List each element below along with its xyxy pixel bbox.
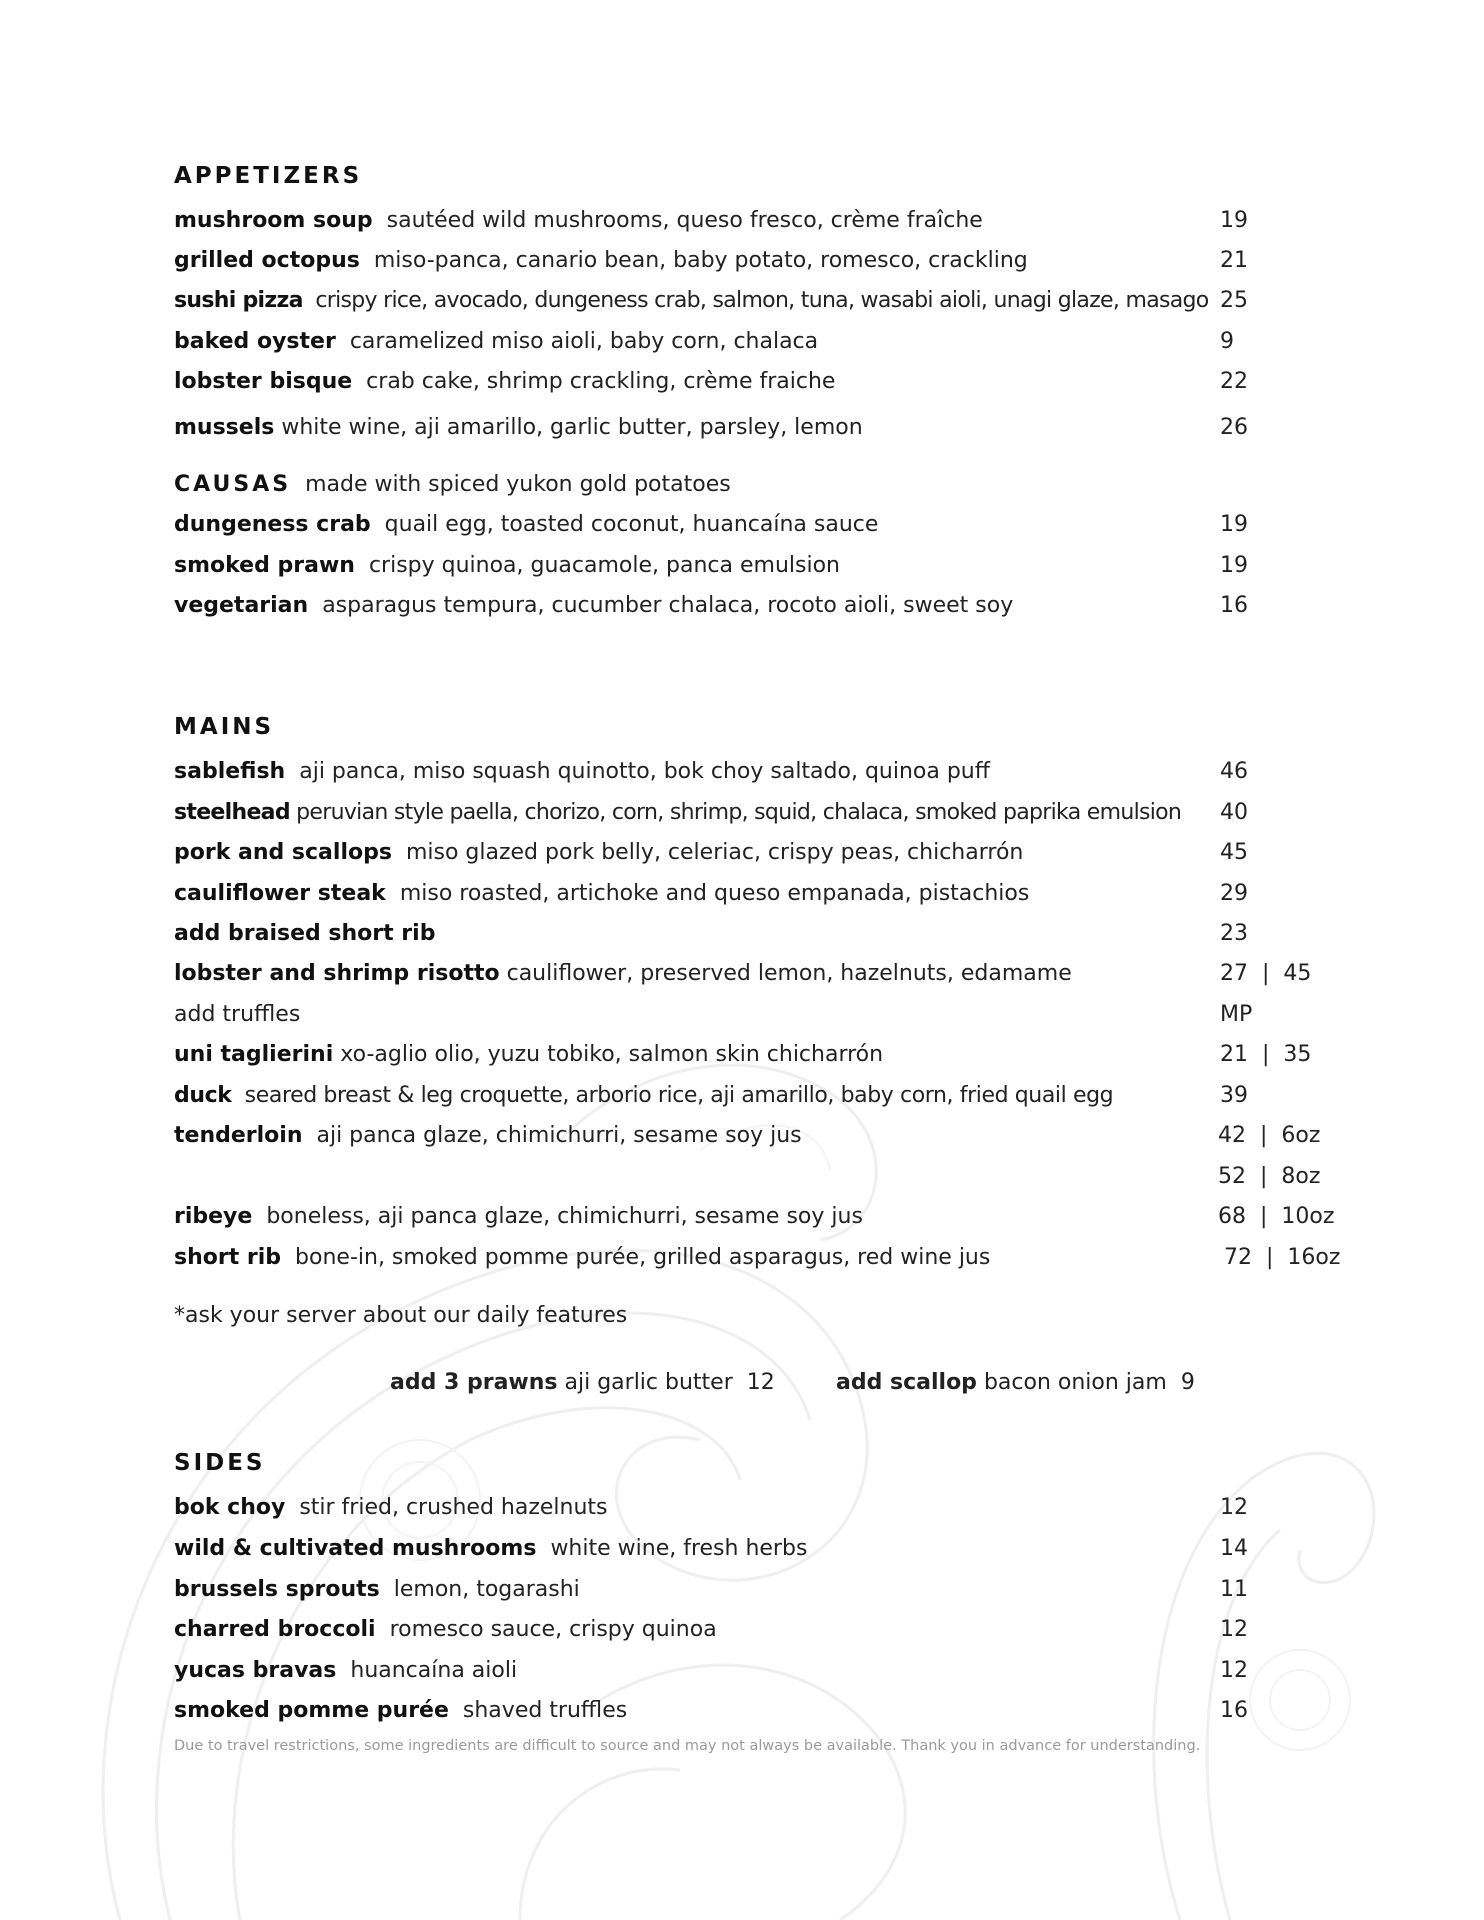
item-description: shaved truffles — [462, 1698, 628, 1723]
item-name: sablefish — [174, 759, 286, 784]
item-description: bone-in, smoked pomme purée, grilled asparagus, red wine jus — [295, 1245, 991, 1270]
menu-item — [0, 1493, 1484, 1523]
menu-item — [0, 1121, 1484, 1151]
menu-item — [0, 1696, 1484, 1726]
item-description: boneless, aji panca glaze, chimichurri, sesame soy jus — [266, 1204, 863, 1229]
item-name: steelhead — [174, 800, 290, 825]
menu-item — [0, 1202, 1484, 1232]
item-description: crab cake, shrimp crackling, crème fraiche — [366, 369, 836, 394]
item-price: 23 — [1220, 921, 1248, 946]
addon-description: aji garlic butter — [564, 1370, 733, 1395]
item-description: peruvian style paella, chorizo, corn, shrimp, squid, chalaca, smoked paprika emulsion — [296, 800, 1182, 825]
item-price: 21 | 35 — [1220, 1042, 1312, 1067]
item-name: duck — [174, 1083, 232, 1108]
item-name: sushi pizza — [174, 288, 303, 313]
item-name: ribeye — [174, 1204, 253, 1229]
addon-name: add scallop — [836, 1370, 977, 1395]
item-name: grilled octopus — [174, 248, 360, 273]
item-name: charred broccoli — [174, 1617, 376, 1642]
item-price: 19 — [1220, 553, 1248, 578]
menu-item — [0, 1000, 1484, 1030]
item-price: 25 — [1220, 288, 1248, 313]
item-name: bok choy — [174, 1495, 286, 1520]
item-price: 14 — [1220, 1536, 1248, 1561]
item-price: 26 — [1220, 415, 1248, 440]
menu-item — [0, 879, 1484, 909]
menu-item — [0, 367, 1484, 397]
item-name: vegetarian — [174, 593, 309, 618]
item-description: miso glazed pork belly, celeriac, crispy peas, chicharrón — [405, 840, 1024, 865]
appetizers-heading: APPETIZERS — [174, 163, 363, 189]
item-name: uni taglierini — [174, 1042, 334, 1067]
item-price: 39 — [1220, 1083, 1248, 1108]
availability-footnote: Due to travel restrictions, some ingredients are difficult to source and may not always be available. Thank you in advance for understanding. — [174, 1738, 1201, 1754]
item-description: huancaína aioli — [350, 1658, 518, 1683]
item-name: add braised short rib — [174, 921, 436, 946]
menu-item — [0, 919, 1484, 949]
item-name: pork and scallops — [174, 840, 392, 865]
menu-item — [0, 838, 1484, 868]
item-description: cauliflower, preserved lemon, hazelnuts, edamame — [506, 961, 1072, 986]
item-name: short rib — [174, 1245, 282, 1270]
item-description: caramelized miso aioli, baby corn, chalaca — [349, 329, 819, 354]
item-description: stir fried, crushed hazelnuts — [299, 1495, 608, 1520]
menu-item — [0, 591, 1484, 621]
item-price: 29 — [1220, 881, 1248, 906]
item-description: white wine, fresh herbs — [550, 1536, 808, 1561]
item-price: 21 — [1220, 248, 1248, 273]
menu-item — [0, 327, 1484, 357]
item-name: dungeness crab — [174, 512, 371, 537]
item-price: 42 | 6oz — [1218, 1123, 1321, 1148]
item-description: xo-aglio olio, yuzu tobiko, salmon skin chicharrón — [340, 1042, 884, 1067]
item-name: smoked pomme purée — [174, 1698, 449, 1723]
item-price: 9 — [1220, 329, 1234, 354]
addon-price: 12 — [746, 1370, 775, 1395]
menu-item — [0, 510, 1484, 540]
menu-item — [0, 286, 1484, 316]
item-description: miso roasted, artichoke and queso empanada, pistachios — [399, 881, 1030, 906]
item-description: lemon, togarashi — [393, 1577, 580, 1602]
item-description: seared breast & leg croquette, arborio rice, aji amarillo, baby corn, fried quail egg — [244, 1083, 1114, 1108]
causas-header — [0, 470, 1484, 500]
item-price: 22 — [1220, 369, 1248, 394]
menu-item — [0, 246, 1484, 276]
menu-item — [0, 413, 1484, 443]
item-price: 19 — [1220, 208, 1248, 233]
item-name: yucas bravas — [174, 1658, 337, 1683]
item-name: cauliflower steak — [174, 881, 386, 906]
menu-item — [0, 551, 1484, 581]
item-price: 45 — [1220, 840, 1248, 865]
menu-item — [0, 1162, 1484, 1192]
item-price: 19 — [1220, 512, 1248, 537]
menu-item — [0, 1575, 1484, 1605]
item-name: lobster bisque — [174, 369, 353, 394]
item-price: 27 | 45 — [1220, 961, 1312, 986]
addon-description: bacon onion jam — [983, 1370, 1167, 1395]
menu-item — [0, 1615, 1484, 1645]
item-description: white wine, aji amarillo, garlic butter, parsley, lemon — [281, 415, 863, 440]
item-price: 12 — [1220, 1617, 1248, 1642]
item-name: tenderloin — [174, 1123, 303, 1148]
item-description: sautéed wild mushrooms, queso fresco, crème fraîche — [386, 208, 983, 233]
item-price: 68 | 10oz — [1218, 1204, 1335, 1229]
item-description: aji panca, miso squash quinotto, bok choy saltado, quinoa puff — [299, 759, 990, 784]
item-price: 12 — [1220, 1658, 1248, 1683]
addon-scallop — [836, 1368, 1195, 1398]
item-name: mushroom soup — [174, 208, 373, 233]
item-description: crispy quinoa, guacamole, panca emulsion — [368, 553, 840, 578]
item-price: MP — [1220, 1002, 1253, 1027]
addon-price: 9 — [1180, 1370, 1195, 1395]
menu-item — [0, 798, 1484, 828]
menu-item — [0, 1040, 1484, 1070]
item-description: aji panca glaze, chimichurri, sesame soy jus — [316, 1123, 802, 1148]
item-price: 52 | 8oz — [1218, 1164, 1321, 1189]
item-description: romesco sauce, crispy quinoa — [389, 1617, 717, 1642]
item-name: wild & cultivated mushrooms — [174, 1536, 537, 1561]
addon-name: add 3 prawns — [390, 1370, 558, 1395]
menu-item — [0, 1081, 1484, 1111]
item-price: 40 — [1220, 800, 1248, 825]
daily-features-note: *ask your server about our daily features — [174, 1303, 628, 1328]
sides-heading: SIDES — [174, 1450, 266, 1476]
item-description: crispy rice, avocado, dungeness crab, salmon, tuna, wasabi aioli, unagi glaze, masago — [315, 288, 1209, 313]
mains-heading: MAINS — [174, 714, 275, 740]
menu-item — [0, 1656, 1484, 1686]
item-name: lobster and shrimp risotto — [174, 961, 500, 986]
menu-item — [0, 959, 1484, 989]
item-description: add truffles — [174, 1002, 301, 1027]
item-description: asparagus tempura, cucumber chalaca, rocoto aioli, sweet soy — [322, 593, 1014, 618]
item-price: 16 — [1220, 593, 1248, 618]
item-name: baked oyster — [174, 329, 336, 354]
item-name: mussels — [174, 415, 275, 440]
item-description: miso-panca, canario bean, baby potato, romesco, crackling — [373, 248, 1028, 273]
item-price: 46 — [1220, 759, 1248, 784]
menu-item — [0, 1243, 1484, 1273]
item-price: 16 — [1220, 1698, 1248, 1723]
item-price: 11 — [1220, 1577, 1248, 1602]
causas-heading: CAUSAS — [174, 472, 292, 497]
menu-item — [0, 757, 1484, 787]
menu-item — [0, 206, 1484, 236]
causas-subtitle: made with spiced yukon gold potatoes — [305, 472, 731, 497]
menu-item — [0, 1534, 1484, 1564]
item-price: 72 | 16oz — [1224, 1245, 1341, 1270]
item-name: brussels sprouts — [174, 1577, 380, 1602]
item-price: 12 — [1220, 1495, 1248, 1520]
addon-prawns — [390, 1368, 775, 1398]
item-description: quail egg, toasted coconut, huancaína sauce — [384, 512, 879, 537]
item-name: smoked prawn — [174, 553, 355, 578]
